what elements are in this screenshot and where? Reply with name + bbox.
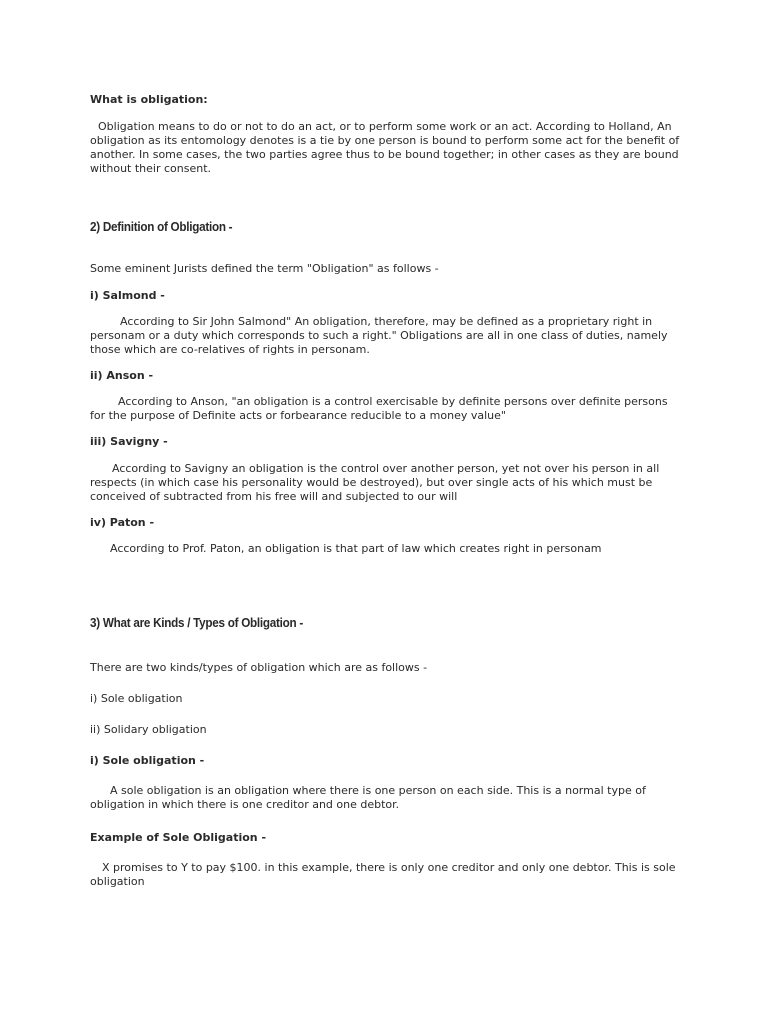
paragraph-paton: According to Prof. Paton, an obligation is that part of law which creates right in personam [110,542,602,555]
paragraph-sole-obligation: A sole obligation is an obligation where there is one person on each side. This is a normal type of obligation in which there is one creditor and one debtor. [90,784,646,811]
list-item-sole-obligation: i) Sole obligation [90,692,183,705]
heading-definition-of-obligation: 2) Definition of Obligation - [90,219,233,234]
heading-anson: ii) Anson - [90,369,154,382]
paragraph-salmond: According to Sir John Salmond" An obligation, therefore, may be defined as a proprietary right in personam or a duty which corresponds to such a right." Obligations are all in one class of duties, namely those which are co-relatives of rights in personam. [90,315,668,356]
paragraph-jurists-intro: Some eminent Jurists defined the term "Obligation" as follows - [90,262,439,275]
heading-what-is-obligation: What is obligation: [90,93,208,106]
heading-kinds-of-obligation: 3) What are Kinds / Types of Obligation - [90,615,303,630]
heading-salmond: i) Salmond - [90,289,165,302]
heading-sole-obligation: i) Sole obligation - [90,754,205,767]
heading-savigny: iii) Savigny - [90,435,168,448]
list-item-solidary-obligation: ii) Solidary obligation [90,723,207,736]
heading-example-sole-obligation: Example of Sole Obligation - [90,831,267,844]
paragraph-savigny: According to Savigny an obligation is the control over another person, yet not over his person in all respects (in which case his personality would be destroyed), but over single acts of his which must be conceived of subtracted from his free will and subjected to our will [90,462,660,503]
paragraph-anson: According to Anson, "an obligation is a control exercisable by definite persons over definite persons for the purpose of Definite acts or forbearance reducible to a money value" [90,395,668,422]
heading-paton: iv) Paton - [90,516,155,529]
paragraph-example-sole-obligation: X promises to Y to pay $100. in this example, there is only one creditor and only one debtor. This is sole obligation [90,861,676,888]
paragraph-obligation-meaning: Obligation means to do or not to do an act, or to perform some work or an act. According to Holland, An obligation as its entomology denotes is a tie by one person is bound to perform some act for the benefit of another. In some cases, the two parties agree thus to be bound together; in other cases as they are bound without their consent. [90,120,680,175]
paragraph-kinds-intro: There are two kinds/types of obligation which are as follows - [90,661,428,674]
